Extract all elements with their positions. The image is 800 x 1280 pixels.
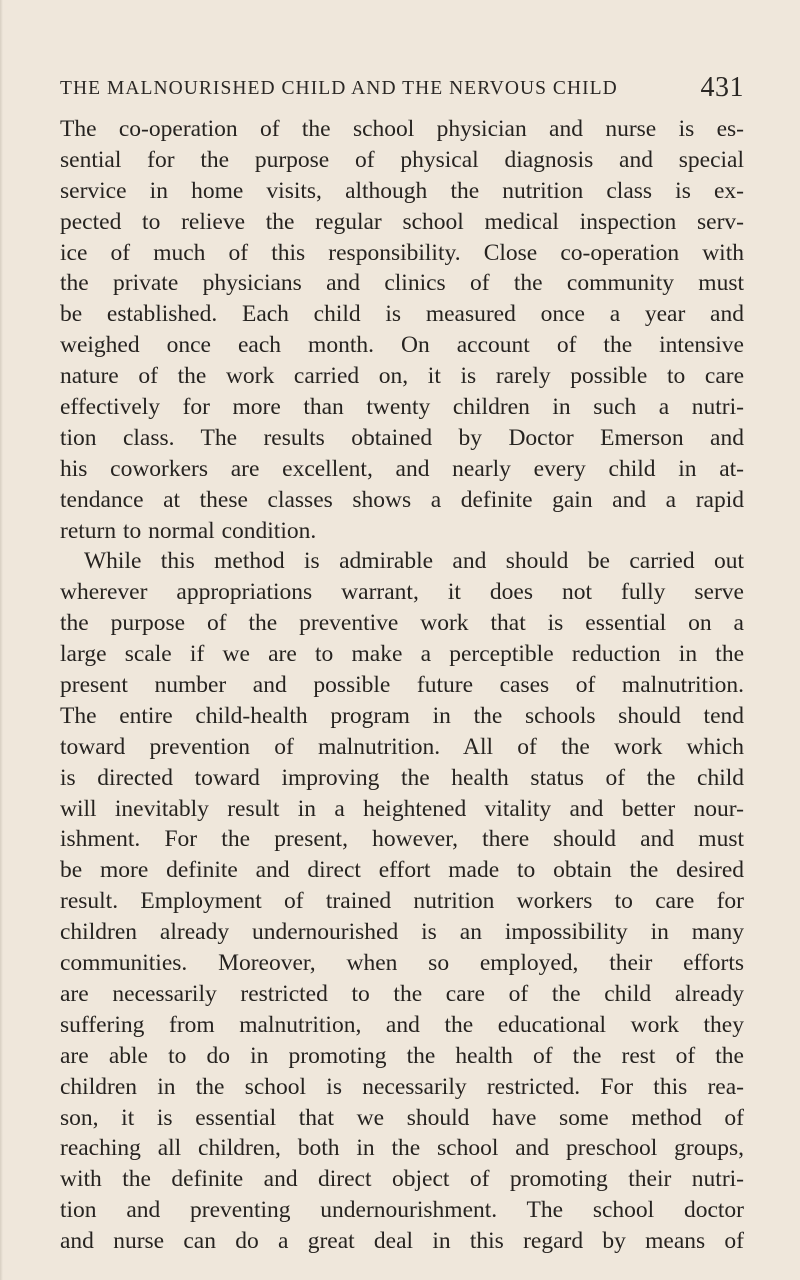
text-line: his coworkers are excellent, and nearly every child in at- xyxy=(60,455,744,482)
page-number: 431 xyxy=(700,72,744,103)
text-line: wherever appropriations warrant, it does not fully serve xyxy=(60,579,744,606)
text-line: tion class. The results obtained by Doctor Emerson and xyxy=(60,424,744,451)
text-line: nature of the work carried on, it is rarely possible to care xyxy=(60,363,744,390)
running-header xyxy=(60,74,744,110)
text-line: weighed once each month. On account of the intensive xyxy=(60,332,744,359)
text-line: communities. Moreover, when so employed, their efforts xyxy=(60,950,744,977)
text-line: The entire child-health program in the schools should tend xyxy=(60,702,744,729)
text-line: tion and preventing undernourishment. The school doctor xyxy=(60,1197,744,1224)
text-line: will inevitably result in a heightened vitality and better nour- xyxy=(60,795,744,822)
text-line: sential for the purpose of physical diagnosis and special xyxy=(60,146,744,173)
text-line: toward prevention of malnutrition. All of the work which xyxy=(60,733,744,760)
text-line: While this method is admirable and should be carried out xyxy=(84,548,744,575)
body-text xyxy=(60,114,744,1257)
paragraph-2 xyxy=(60,546,744,1256)
text-line: present number and possible future cases of malnutrition. xyxy=(60,672,744,699)
text-line: be established. Each child is measured once a year and xyxy=(60,301,744,328)
text-line: ishment. For the present, however, there should and must xyxy=(60,826,744,853)
text-line: son, it is essential that we should have some method of xyxy=(60,1104,744,1131)
text-line: reaching all children, both in the school and preschool groups, xyxy=(60,1135,744,1162)
text-line: is directed toward improving the health status of the child xyxy=(60,764,744,791)
text-line: return to normal condition. xyxy=(60,517,317,544)
text-line: children in the school is necessarily restricted. For this rea- xyxy=(60,1073,744,1100)
text-line: the private physicians and clinics of the community must xyxy=(60,270,744,297)
paragraph-1 xyxy=(60,114,744,546)
text-line: be more definite and direct effort made to obtain the desired xyxy=(60,857,744,884)
text-line: result. Employment of trained nutrition workers to care for xyxy=(60,888,744,915)
text-line: ice of much of this responsibility. Close co-operation with xyxy=(60,239,744,266)
page-edge xyxy=(0,0,3,1280)
text-line: tendance at these classes shows a definite gain and a rapid xyxy=(60,486,744,513)
text-line: effectively for more than twenty children in such a nutri- xyxy=(60,394,744,421)
text-line: with the definite and direct object of promoting their nutri- xyxy=(60,1166,744,1193)
text-line: suffering from malnutrition, and the educational work they xyxy=(60,1011,744,1038)
text-line: children already undernourished is an impossibility in many xyxy=(60,919,744,946)
text-line: pected to relieve the regular school medical inspection serv- xyxy=(60,208,744,235)
text-line: and nurse can do a great deal in this regard by means of xyxy=(60,1228,744,1255)
text-line: service in home visits, although the nutrition class is ex- xyxy=(60,177,744,204)
text-line: are able to do in promoting the health of the rest of the xyxy=(60,1042,744,1069)
text-line: the purpose of the preventive work that is essential on a xyxy=(60,610,744,637)
text-line: are necessarily restricted to the care of the child already xyxy=(60,980,744,1007)
text-line: The co-operation of the school physician and nurse is es- xyxy=(60,116,744,142)
text-line: large scale if we are to make a perceptible reduction in the xyxy=(60,641,744,668)
running-title: THE MALNOURISHED CHILD AND THE NERVOUS CHILD xyxy=(60,78,618,99)
